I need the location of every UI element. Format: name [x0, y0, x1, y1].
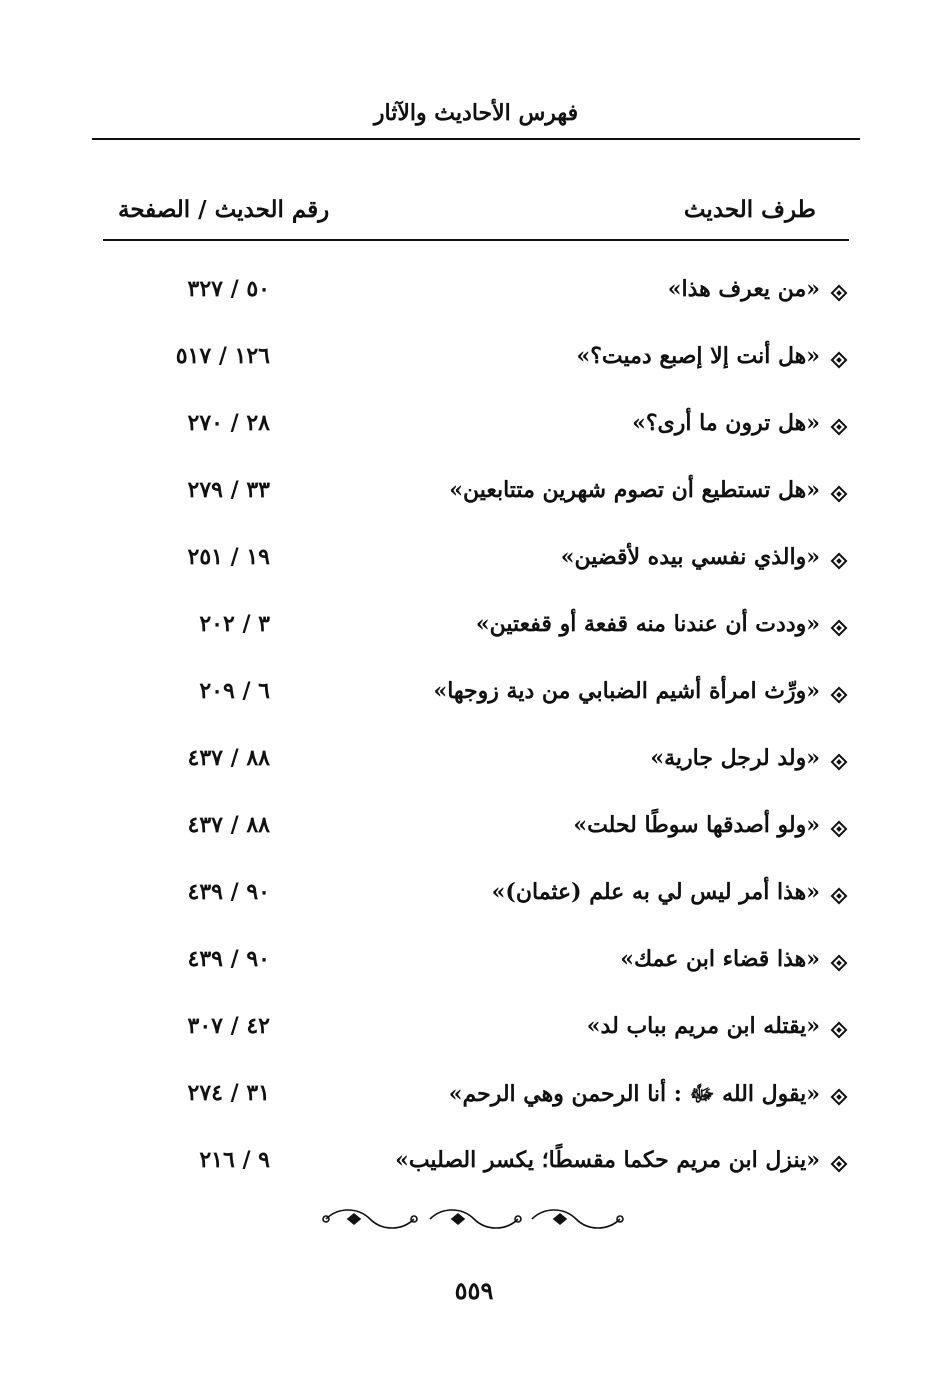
list-item [0, 461, 948, 528]
list-item [0, 930, 948, 997]
hadith-reference: ٩٠ / ٤٣٩ [187, 946, 270, 972]
diamond-bullet-icon [830, 1155, 848, 1173]
diamond-bullet-icon [830, 284, 848, 302]
hadith-reference: ٨٨ / ٤٣٧ [187, 745, 270, 771]
diamond-bullet-icon [830, 1088, 848, 1106]
list-item [0, 1131, 948, 1198]
hadith-reference: ١٩ / ٢٥١ [187, 544, 270, 570]
hadith-reference: ٣١ / ٢٧٤ [187, 1080, 270, 1106]
hadith-text: «وددت أن عندنا منه قفعة أو قفعتين» [475, 611, 820, 637]
list-item [0, 796, 948, 863]
hadith-text: «ينزل ابن مريم حكما مقسطًا؛ يكسر الصليب» [395, 1147, 820, 1173]
hadith-reference: ٩٠ / ٤٣٩ [187, 879, 270, 905]
hadith-text: «هل تستطيع أن تصوم شهرين متتابعين» [449, 477, 820, 503]
diamond-bullet-icon [830, 1021, 848, 1039]
diamond-bullet-icon [830, 418, 848, 436]
hadith-text: «يقول الله ﷻ : أنا الرحمن وهي الرحم» [448, 1081, 820, 1107]
hadith-reference: ٤٢ / ٣٠٧ [187, 1013, 270, 1039]
hadith-index-list [0, 260, 948, 1198]
hadith-text: «هل أنت إلا إصبع دميت؟» [576, 343, 820, 369]
hadith-text: «ولد لرجل جارية» [650, 745, 820, 771]
diamond-bullet-icon [830, 820, 848, 838]
hadith-reference: ٢٨ / ٢٧٠ [187, 410, 270, 436]
list-item [0, 327, 948, 394]
hadith-text: «هل ترون ما أرى؟» [632, 410, 820, 436]
diamond-bullet-icon [830, 753, 848, 771]
hadith-reference: ٩ / ٢١٦ [199, 1147, 270, 1173]
list-item [0, 1064, 948, 1131]
column-header-hadith-edge: طرف الحديث [683, 196, 816, 223]
list-item [0, 528, 948, 595]
hadith-reference: ٣٣ / ٢٧٩ [187, 477, 270, 503]
hadith-reference: ٦ / ٢٠٩ [199, 678, 270, 704]
hadith-text: «من يعرف هذا» [667, 276, 820, 302]
column-header-reference: رقم الحديث / الصفحة [118, 196, 330, 223]
list-item [0, 595, 948, 662]
list-item [0, 863, 948, 930]
diamond-bullet-icon [830, 485, 848, 503]
list-item [0, 662, 948, 729]
hadith-reference: ١٢٦ / ٥١٧ [175, 343, 270, 369]
hadith-reference: ٣ / ٢٠٢ [199, 611, 270, 637]
list-item [0, 260, 948, 327]
column-header-rule [103, 239, 849, 241]
hadith-text: «ولو أصدقها سوطًا لحلت» [573, 812, 820, 838]
diamond-bullet-icon [830, 552, 848, 570]
hadith-text: «هذا قضاء ابن عمك» [620, 946, 820, 972]
diamond-bullet-icon [830, 351, 848, 369]
hadith-text: «والذي نفسي بيده لأقضين» [560, 544, 820, 570]
diamond-bullet-icon [830, 619, 848, 637]
list-item [0, 997, 948, 1064]
hadith-text: «هذا أمر ليس لي به علم (عثمان)» [491, 879, 820, 905]
header-rule [92, 138, 860, 140]
running-title: فهرس الأحاديث والآثار [373, 100, 579, 126]
hadith-reference: ٨٨ / ٤٣٧ [187, 812, 270, 838]
hadith-text: «يقتله ابن مريم بباب لد» [586, 1013, 820, 1039]
floral-divider-icon [318, 1203, 628, 1235]
page-number: ٥٥٩ [454, 1276, 494, 1305]
diamond-bullet-icon [830, 887, 848, 905]
list-item [0, 729, 948, 796]
hadith-reference: ٥٠ / ٣٢٧ [187, 276, 270, 302]
hadith-text: «ورِّث امرأة أشيم الضبابي من دية زوجها» [433, 678, 820, 704]
diamond-bullet-icon [830, 686, 848, 704]
list-item [0, 394, 948, 461]
diamond-bullet-icon [830, 954, 848, 972]
